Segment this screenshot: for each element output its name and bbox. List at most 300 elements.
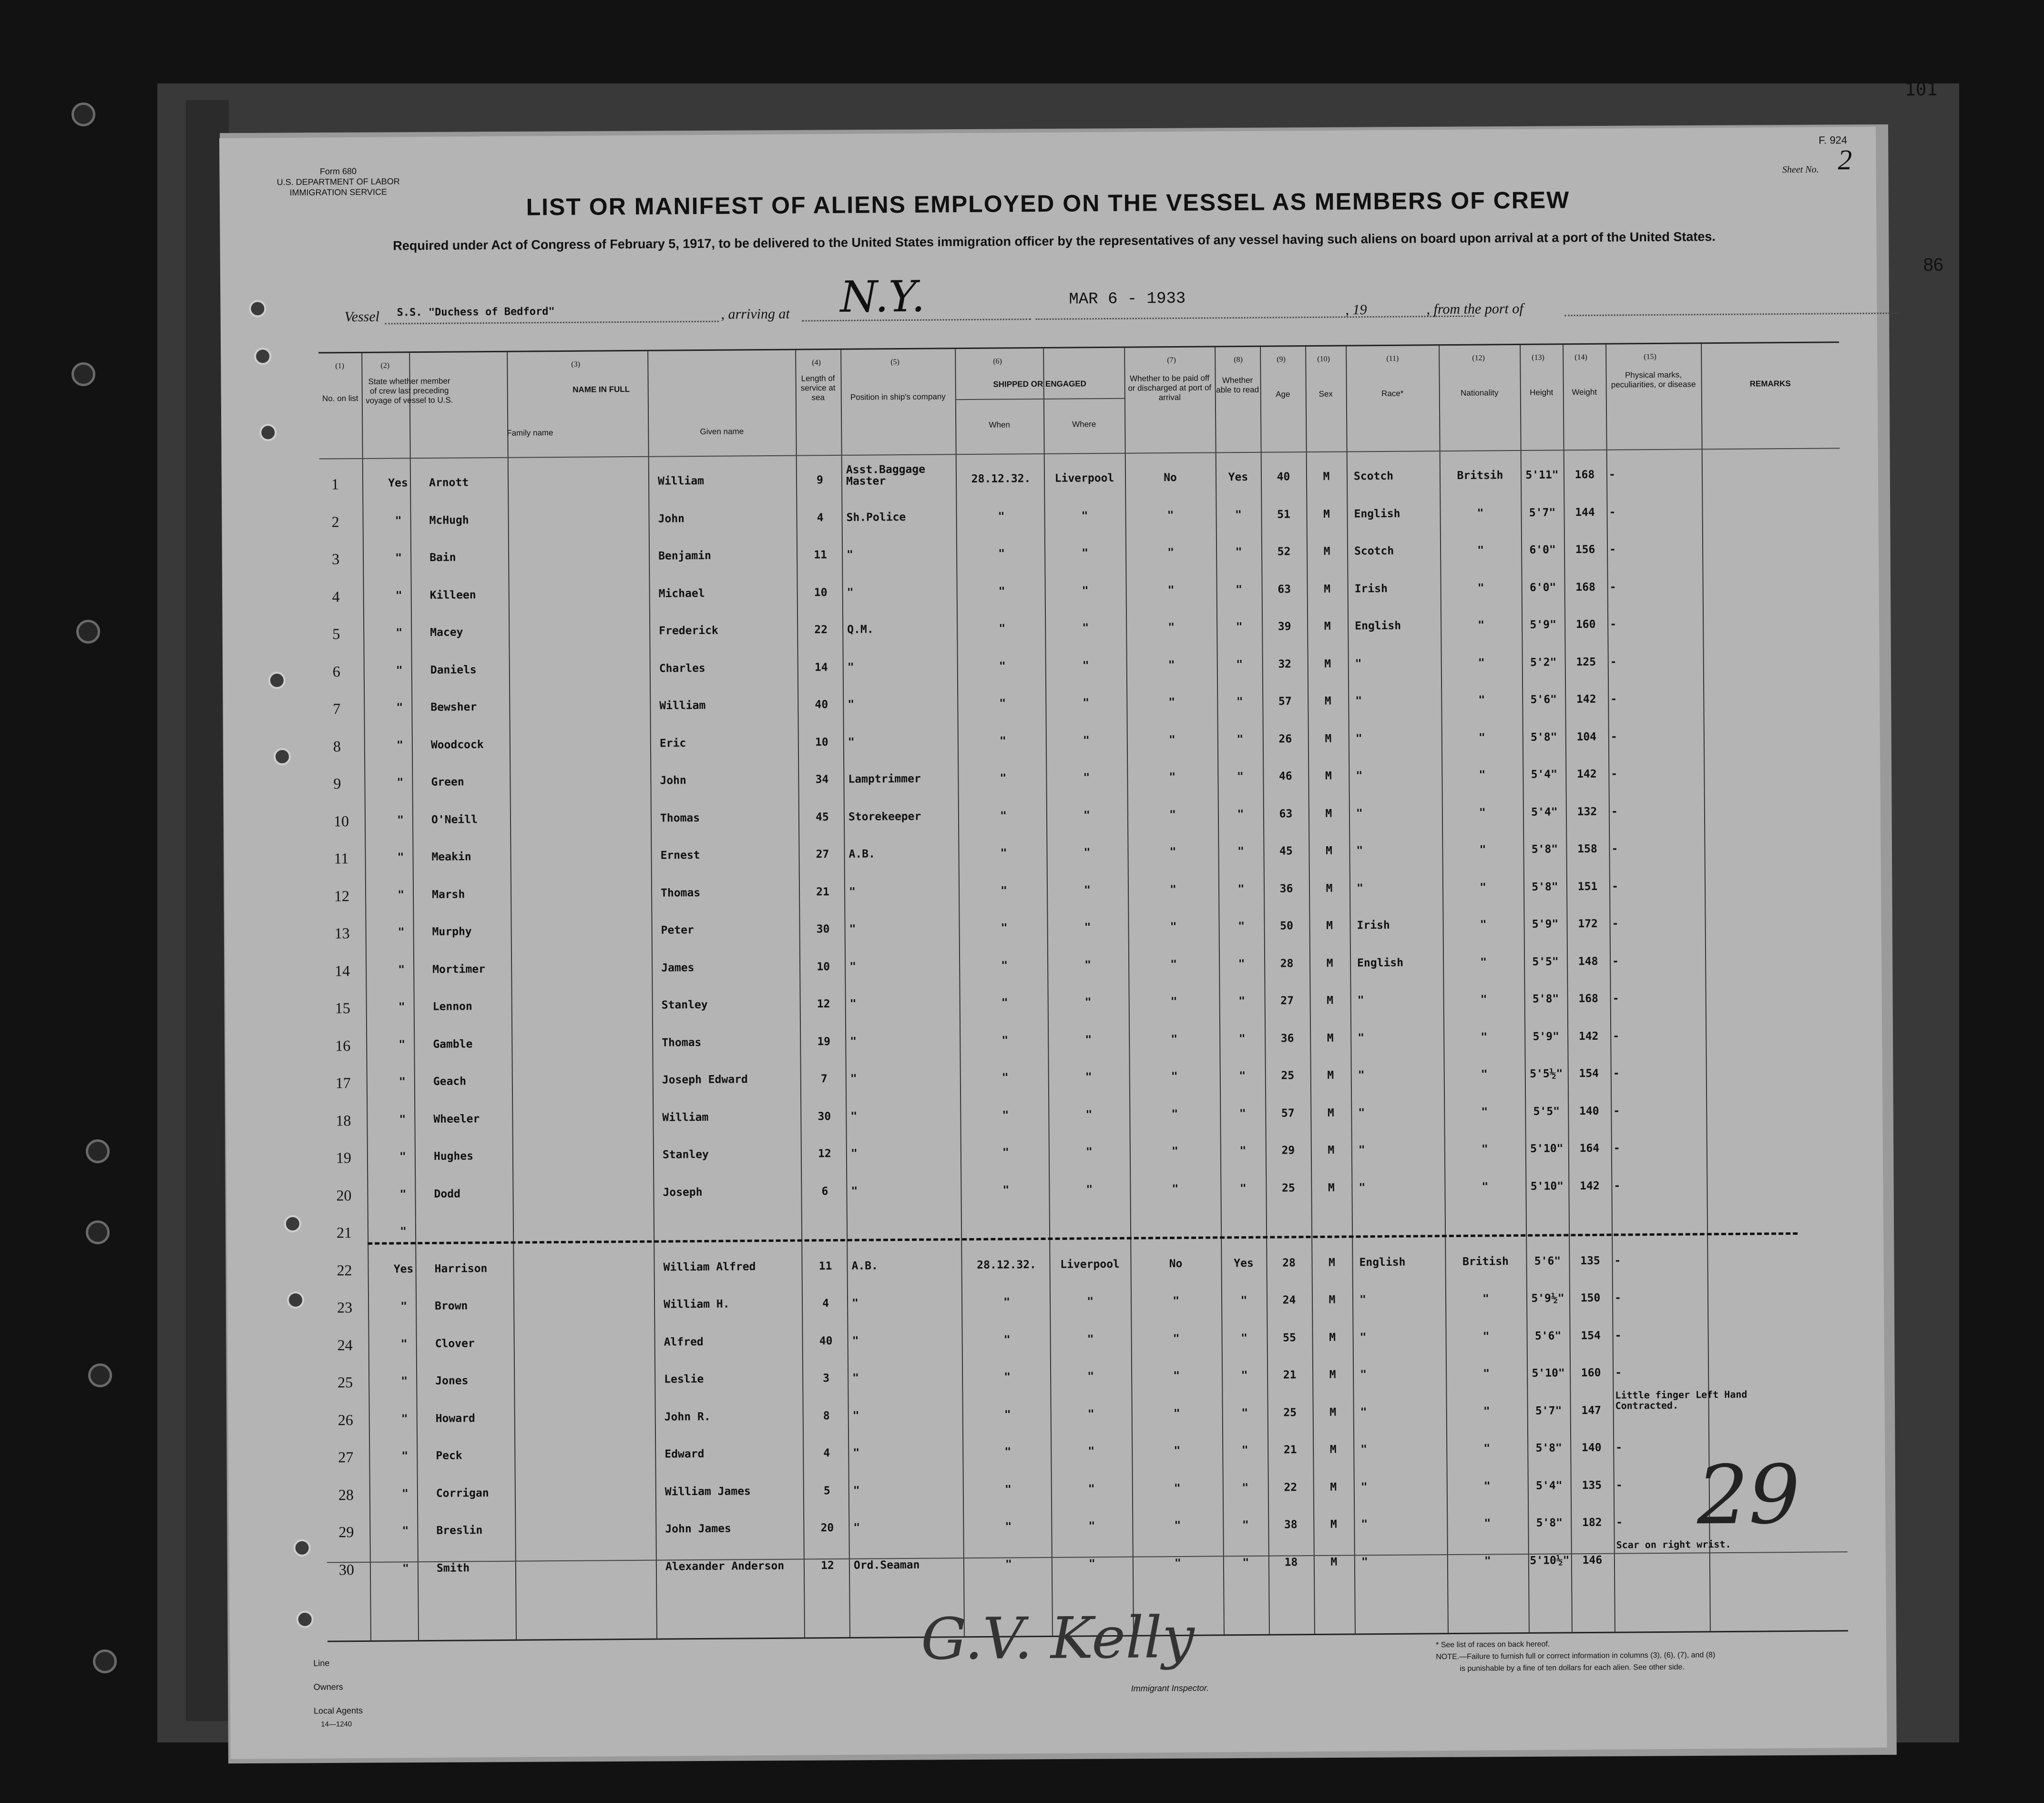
cell-when: " (1001, 996, 1008, 1009)
cell-read: " (1235, 508, 1242, 521)
cell-given: William Alfred (663, 1260, 756, 1274)
cell-position: " (847, 548, 854, 561)
cell-height: 5'10" (1532, 1367, 1565, 1380)
col-12-number: (12) (1472, 354, 1485, 362)
cell-height: 6'0" (1529, 543, 1556, 556)
cell-race: " (1358, 1106, 1365, 1119)
cell-weight: 142 (1580, 1179, 1600, 1192)
cell-where: " (1088, 1482, 1095, 1495)
cell-height: 6'0" (1529, 581, 1556, 594)
cell-paid (1135, 1219, 1216, 1220)
cell-prev: " (396, 738, 403, 751)
cell-weight: 160 (1575, 618, 1596, 631)
cell-where: " (1084, 996, 1092, 1009)
cell-height: 5'10" (1530, 1142, 1564, 1155)
cell-read: " (1238, 957, 1245, 970)
cell-age: 55 (1283, 1331, 1297, 1344)
col-divider (1701, 344, 1711, 1631)
cell-position: Q.M. (847, 623, 874, 636)
cell-age: 52 (1277, 545, 1291, 558)
cell-family: Harrison (434, 1262, 488, 1275)
cell-given: William (657, 474, 705, 488)
cell-marks: - (1612, 955, 1619, 968)
cell-race: " (1355, 657, 1362, 670)
row-number: 2 (331, 512, 339, 530)
header-sex: Sex (1318, 389, 1333, 399)
cell-nat: " (1480, 881, 1487, 894)
footer-form-code: 14—1240 (321, 1720, 352, 1729)
cell-service: 12 (818, 1147, 831, 1160)
col-divider (1563, 345, 1573, 1632)
cell-sex: M (1329, 1331, 1336, 1344)
row-number: 24 (337, 1336, 353, 1353)
cell-service: 30 (816, 923, 830, 936)
cell-height: 5'5" (1532, 955, 1559, 968)
cell-given: Michael (658, 587, 705, 600)
cell-given: John R. (664, 1410, 711, 1424)
cell-height: 5'9" (1530, 618, 1556, 631)
cell-marks: - (1610, 656, 1617, 668)
cell-paid: " (1174, 1444, 1181, 1457)
cell-given: Thomas (660, 886, 701, 900)
cell-age: 51 (1277, 508, 1290, 521)
row-number: 11 (334, 850, 349, 867)
cell-read: " (1236, 621, 1243, 634)
header-age: Age (1276, 389, 1290, 399)
cell-where: " (1085, 1033, 1092, 1046)
cell-when: " (1000, 809, 1007, 822)
cell-given: Charles (659, 662, 705, 675)
cell-sex: M (1330, 1518, 1337, 1531)
cell-read: " (1236, 696, 1243, 708)
cell-family: Brown (435, 1300, 468, 1312)
cell-service: 30 (818, 1110, 831, 1123)
cell-paid: " (1174, 1557, 1181, 1569)
cell-remarks (1712, 1215, 1845, 1216)
cell-read: " (1237, 845, 1245, 858)
cell-where: " (1083, 809, 1090, 821)
cell-race: Irish (1357, 919, 1390, 932)
cell-height: 5'9½" (1531, 1292, 1564, 1305)
cell-read: " (1242, 1518, 1249, 1532)
cell-where: " (1083, 734, 1090, 747)
cell-sex: M (1330, 1481, 1337, 1494)
cell-marks: - (1611, 842, 1618, 855)
cell-given: James (661, 961, 695, 974)
cell-marks: - (1615, 1329, 1622, 1342)
cell-marks: - (1609, 506, 1616, 519)
cell-age: 25 (1281, 1069, 1295, 1082)
cell-nat: British (1462, 1255, 1509, 1268)
cell-family: Daniels (430, 663, 477, 676)
cell-sex: M (1327, 994, 1334, 1007)
cell-paid: " (1171, 1145, 1178, 1158)
cell-age: 24 (1282, 1294, 1296, 1307)
cell-age: 38 (1284, 1518, 1298, 1531)
header-physical-marks: Physical marks, peculiarities, or disease (1611, 370, 1696, 389)
from-port-field-line (1564, 298, 1898, 316)
cell-given: Ernest (660, 849, 700, 862)
cell-sex: M (1324, 620, 1331, 633)
cell-prev: " (400, 1337, 408, 1350)
cell-family: Marsh (431, 888, 465, 901)
cell-family: Smith (436, 1561, 470, 1575)
cell-sex: M (1328, 1144, 1335, 1157)
cell-age: 25 (1283, 1406, 1297, 1419)
cell-age: 27 (1280, 994, 1294, 1007)
cell-age: 22 (1284, 1481, 1298, 1494)
vessel-name: S.S. "Duchess of Bedford" (397, 306, 555, 319)
cell-weight: 140 (1579, 1105, 1599, 1117)
cell-service: 5 (823, 1484, 830, 1497)
cell-age: 28 (1280, 957, 1294, 970)
cell-read: " (1239, 1182, 1247, 1195)
cell-height: 5'4" (1536, 1479, 1563, 1492)
cell-marks: - (1612, 992, 1619, 1005)
cell-when: 28.12.32. (971, 472, 1031, 486)
form-number: Form 680 (319, 166, 357, 176)
cell-weight: 135 (1582, 1479, 1602, 1492)
cell-position: Asst.Baggage Master (846, 463, 926, 488)
header-family-name: Family name (507, 428, 553, 438)
cell-sex: M (1328, 1256, 1336, 1269)
cell-sex: M (1325, 807, 1332, 820)
col-6-number: (6) (993, 357, 1002, 366)
vessel-label: Vessel (344, 308, 380, 325)
cell-prev: " (399, 1076, 406, 1088)
cell-race: " (1359, 1181, 1366, 1194)
cell-paid: " (1174, 1519, 1181, 1532)
cell-prev: " (395, 514, 402, 527)
cell-service: 45 (816, 810, 829, 823)
cell-prev: " (401, 1450, 409, 1463)
cell-marks: - (1610, 618, 1617, 631)
row-number: 22 (337, 1261, 352, 1279)
cell-sex: M (1324, 695, 1331, 707)
col-3-number: (3) (571, 360, 581, 369)
cell-family: Geach (433, 1075, 467, 1088)
cell-nat: " (1483, 1479, 1491, 1493)
cell-marks: - (1608, 468, 1615, 481)
col-5-number: (5) (890, 358, 900, 367)
cell-age: 63 (1278, 583, 1291, 596)
cell-weight: 154 (1581, 1329, 1601, 1342)
cell-given: Thomas (662, 1036, 702, 1049)
cell-age: 18 (1284, 1556, 1298, 1568)
cell-read: " (1237, 733, 1244, 746)
col-divider (1520, 345, 1530, 1632)
cell-where: " (1082, 584, 1089, 597)
cell-prev: " (398, 888, 405, 901)
col-divider (507, 352, 517, 1639)
footer-line-label: Line (313, 1658, 330, 1668)
section-divider-dashed (368, 1232, 1798, 1245)
header-paid-off: Whether to be paid off or discharged at port of arrival (1128, 373, 1212, 402)
cell-read: " (1242, 1481, 1249, 1494)
row-number: 12 (334, 887, 350, 904)
cell-service: 40 (815, 698, 828, 711)
cell-race: " (1355, 732, 1362, 745)
shipped-header-rule (955, 398, 1124, 400)
punch-hole (259, 424, 276, 441)
cell-paid: " (1173, 1294, 1180, 1308)
col-divider (1305, 347, 1315, 1634)
row-number: 8 (333, 737, 341, 755)
cell-when: " (1003, 1296, 1011, 1309)
cell-prev: " (397, 776, 404, 789)
cell-family: Woodcock (430, 738, 484, 751)
manifest-sheet (219, 78, 1944, 1759)
col-divider (1124, 348, 1134, 1635)
cell-family: Hughes (433, 1150, 474, 1163)
header-remarks: REMARKS (1749, 379, 1791, 389)
cell-paid: " (1173, 1332, 1180, 1345)
cell-paid: " (1170, 883, 1177, 896)
cell-position: " (852, 1334, 859, 1347)
cell-where: " (1082, 547, 1089, 560)
cell-when: " (1002, 1034, 1009, 1047)
cell-race: " (1358, 1031, 1365, 1044)
cell-service: 10 (815, 736, 828, 748)
cell-height: 5'4" (1531, 805, 1558, 819)
cell-when: " (1004, 1371, 1011, 1383)
cell-sex: M (1323, 508, 1330, 521)
cell-paid: " (1168, 621, 1175, 634)
cell-when: " (1001, 922, 1008, 934)
cell-nat: " (1483, 1442, 1491, 1455)
cell-paid: " (1170, 995, 1177, 1008)
cell-age: 36 (1280, 1032, 1294, 1045)
header-height: Height (1530, 388, 1553, 397)
cell-where: " (1088, 1520, 1095, 1533)
cell-weight: 148 (1578, 955, 1598, 968)
header-previous-voyage: State whether member of crew last preceding voyage of vessel to U.S. (366, 376, 453, 405)
cell-where: " (1087, 1332, 1094, 1345)
cell-weight: 158 (1577, 842, 1597, 856)
cell-sex: M (1329, 1293, 1336, 1306)
date-field-line (1035, 301, 1474, 320)
cell-position: " (847, 661, 854, 674)
cell-read: " (1239, 1145, 1247, 1158)
cell-service: 40 (819, 1334, 833, 1347)
cell-read: Yes (1234, 1257, 1254, 1270)
col-4-number: (4) (812, 359, 821, 367)
cell-race: Scotch (1353, 470, 1394, 483)
cell-when: " (1001, 884, 1008, 897)
cell-where: " (1086, 1183, 1093, 1196)
cell-paid: No (1164, 471, 1177, 484)
cell-position: " (852, 1297, 859, 1310)
cell-where (1052, 1220, 1128, 1221)
cell-nat: " (1482, 1292, 1490, 1305)
cell-height: 5'10" (1530, 1179, 1564, 1193)
cell-nat: " (1483, 1367, 1490, 1380)
crew-table (318, 341, 1848, 1642)
col-divider (647, 351, 657, 1639)
cell-height: 5'7" (1535, 1404, 1562, 1417)
cell-family: Gamble (433, 1037, 473, 1051)
form-header (276, 165, 400, 198)
binder-hole (72, 102, 95, 126)
cell-family: Mortimer (432, 963, 486, 976)
col-13-number: (13) (1532, 353, 1544, 362)
cell-age: 63 (1279, 807, 1293, 820)
col-divider (1215, 347, 1225, 1634)
cell-position: " (849, 922, 856, 935)
cell-where: " (1088, 1445, 1095, 1458)
sheet-number-label: Sheet No. (1782, 164, 1819, 175)
cell-height: 5'7" (1529, 506, 1556, 519)
cell-read: " (1239, 1070, 1246, 1083)
cell-service: 11 (818, 1260, 832, 1272)
cell-marks: - (1613, 1105, 1620, 1117)
cell-sex: M (1323, 545, 1330, 558)
cell-where: " (1085, 1146, 1093, 1158)
cell-where: " (1083, 697, 1090, 709)
cell-height: 5'11" (1525, 469, 1559, 481)
cell-weight: 132 (1577, 805, 1597, 818)
cell-prev: " (399, 1113, 406, 1126)
col-divider (1346, 346, 1356, 1633)
cell-read: " (1236, 658, 1243, 671)
cell-where: " (1082, 622, 1089, 635)
cell-family: Lennon (432, 1000, 472, 1013)
cell-paid: " (1174, 1482, 1181, 1495)
row-number: 5 (332, 625, 340, 643)
header-weight: Weight (1572, 387, 1597, 397)
cell-height: 5'8" (1532, 993, 1559, 1005)
cell-position: " (850, 1035, 857, 1048)
cell-given: William H. (664, 1298, 730, 1311)
col-7-number: (7) (1167, 356, 1176, 365)
cell-service: 6 (821, 1185, 828, 1198)
cell-paid: " (1167, 546, 1175, 559)
cell-family: Bewsher (430, 701, 477, 714)
cell-service: 20 (820, 1522, 834, 1535)
cell-where: " (1082, 659, 1089, 672)
cell-service: 8 (823, 1409, 830, 1422)
cell-height: 5'5" (1533, 1105, 1560, 1118)
row-number: 9 (333, 775, 341, 792)
cell-paid: No (1169, 1257, 1183, 1270)
cell-paid: " (1172, 1182, 1179, 1195)
cell-paid: " (1169, 771, 1176, 784)
cell-nat: " (1481, 1105, 1488, 1118)
cell-read: " (1235, 546, 1242, 559)
cell-position: " (849, 960, 857, 973)
cell-given: Thomas (660, 811, 700, 825)
cell-paid: " (1168, 733, 1175, 746)
cell-marks: - (1613, 1030, 1620, 1043)
cell-family: Wheeler (433, 1112, 480, 1126)
cell-height: 5'4" (1531, 768, 1558, 781)
cell-race: " (1356, 844, 1363, 857)
cell-marks: - (1611, 768, 1618, 780)
cell-sex: M (1324, 583, 1331, 595)
header-length-of-service: Length of service at sea (800, 373, 836, 402)
cell-when: " (999, 660, 1006, 673)
cell-paid: " (1171, 1070, 1178, 1083)
cell-where: " (1087, 1370, 1094, 1383)
cell-sex: M (1326, 957, 1333, 970)
cell-given: Joseph Edward (662, 1073, 748, 1086)
cell-service: 4 (823, 1447, 830, 1460)
cell-sex: M (1327, 1032, 1334, 1045)
cell-race: " (1356, 807, 1363, 820)
cell-service: 3 (823, 1372, 830, 1385)
cell-when: " (1004, 1445, 1012, 1458)
cell-sex: M (1327, 1106, 1334, 1119)
cell-weight: 164 (1579, 1142, 1600, 1155)
page-title: LIST OR MANIFEST OF ALIENS EMPLOYED ON THE VESSEL AS MEMBERS OF CREW (526, 186, 1570, 221)
col-divider (361, 353, 371, 1640)
cell-race: " (1356, 769, 1363, 782)
cell-position: " (848, 885, 856, 898)
row-number: 15 (335, 999, 350, 1017)
cell-given: Alfred (664, 1335, 704, 1349)
row-number: 1 (331, 475, 339, 493)
cell-nat: " (1479, 843, 1486, 856)
cell-where: " (1087, 1295, 1094, 1308)
cell-read: " (1241, 1332, 1248, 1344)
cell-given: Joseph (663, 1186, 703, 1199)
punch-hole (268, 672, 286, 689)
col-14-number: (14) (1574, 353, 1587, 362)
cell-given: William James (664, 1485, 751, 1498)
cell-prev: " (395, 589, 402, 602)
cell-sex: M (1326, 919, 1333, 932)
col-2-number: (2) (380, 361, 390, 370)
page-subtitle: Required under Act of Congress of February 5, 1917, to be delivered to the United States immigration officer by the representatives of any vessel having such aliens on board upon arrival at a port of the United States. (393, 229, 1716, 253)
row-number: 20 (336, 1186, 352, 1204)
header-nationality: Nationality (1461, 388, 1499, 398)
cell-nat: Britsih (1457, 469, 1503, 482)
row-number: 13 (334, 924, 350, 942)
cell-when: " (1001, 959, 1008, 972)
cell-paid: " (1169, 846, 1176, 859)
row-number: 3 (332, 550, 340, 568)
f-number: F. 924 (1819, 134, 1848, 146)
cell-position: " (848, 736, 855, 748)
punch-hole (294, 1539, 311, 1557)
from-port-label: , from the port of (1426, 300, 1523, 318)
cell-weight: 151 (1577, 880, 1598, 893)
col-divider (840, 350, 850, 1637)
arrival-date-stamp: MAR 6 - 1933 (1069, 289, 1186, 309)
cell-family: Clover (435, 1337, 475, 1350)
cell-race: " (1360, 1368, 1367, 1381)
cell-marks: - (1611, 880, 1618, 893)
cell-age: 39 (1278, 620, 1291, 633)
cell-read: " (1239, 1107, 1246, 1120)
row-number: 19 (336, 1149, 352, 1167)
cell-nat: " (1477, 544, 1484, 557)
cell-prev: " (402, 1562, 409, 1575)
cell-when: " (998, 585, 1005, 598)
cell-position: " (850, 1072, 857, 1085)
cell-when: 28.12.32. (977, 1258, 1036, 1271)
cell-given: Edward (664, 1447, 705, 1461)
cell-service: 22 (814, 624, 828, 636)
cell-where: " (1087, 1407, 1094, 1420)
col-11-number: (11) (1386, 354, 1399, 363)
cell-when: " (999, 697, 1006, 710)
cell-weight: 168 (1574, 468, 1595, 481)
cell-where: Liverpool (1060, 1258, 1120, 1271)
cell-height: 5'8" (1536, 1516, 1563, 1529)
cell-sex: M (1329, 1406, 1337, 1419)
department: U.S. DEPARTMENT OF LABOR (276, 176, 400, 187)
